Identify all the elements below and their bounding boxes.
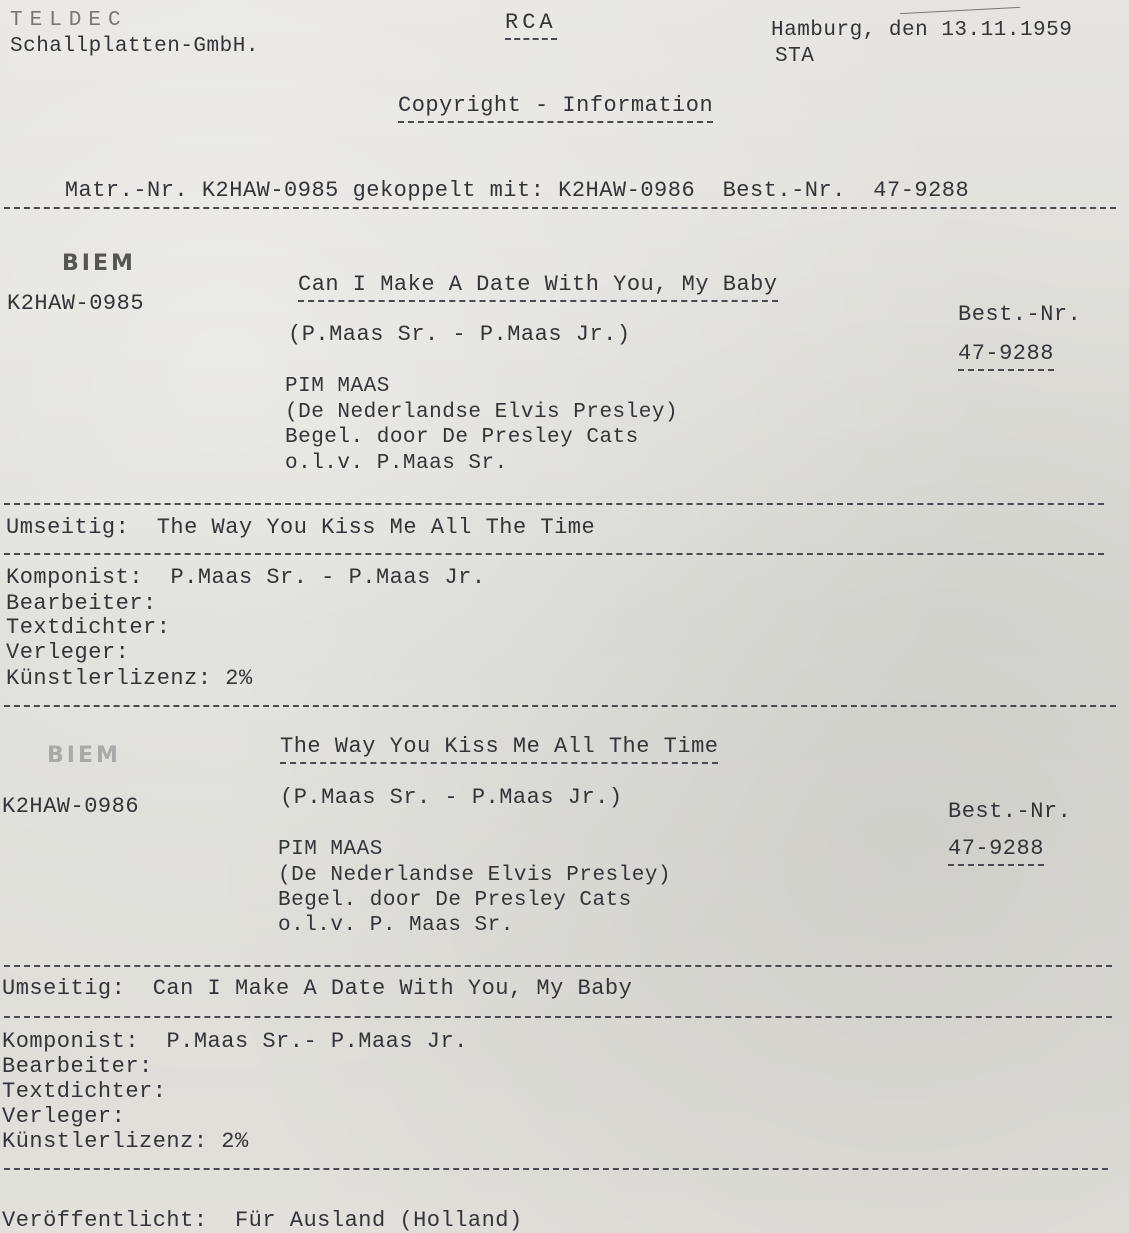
published-label: Veröffentlicht:: [2, 1208, 208, 1233]
coupled-label: gekoppelt mit:: [352, 178, 545, 203]
artist-line: (De Nederlandse Elvis Presley): [278, 864, 672, 887]
label-name: RCA: [505, 12, 557, 40]
flip-label: Umseitig:: [2, 976, 126, 1001]
matrix-line: [10, 158, 969, 224]
signature-mark: [900, 7, 1020, 14]
flip-label: Umseitig:: [6, 515, 130, 540]
arranger-label: Bearbeiter:: [2, 1054, 153, 1079]
divider: [4, 207, 1116, 209]
divider: [4, 705, 1116, 707]
matrix-prefix: Matr.-Nr.: [64, 178, 189, 203]
song-authors: (P.Maas Sr. - P.Maas Jr.): [280, 785, 623, 810]
license-value: 2%: [221, 1129, 249, 1154]
document-title: Copyright - Information: [398, 95, 713, 123]
license-row: [2, 1131, 249, 1153]
divider: [4, 553, 1104, 555]
artist-line: o.l.v. P.Maas Sr.: [285, 452, 508, 475]
composer-label: Komponist:: [2, 1029, 140, 1054]
license-label: Künstlerlizenz:: [2, 1129, 208, 1154]
place-date: Hamburg, den 13.11.1959: [771, 19, 1073, 42]
entry-matrix: K2HAW-0985: [7, 291, 145, 316]
artist-line: o.l.v. P. Maas Sr.: [278, 914, 514, 937]
arranger-label: Bearbeiter:: [6, 591, 157, 616]
flip-title: The Way You Kiss Me All The Time: [156, 515, 596, 540]
song-title: Can I Make A Date With You, My Baby: [298, 274, 778, 302]
best-number: 47-9288: [873, 178, 970, 203]
entry-best-number: 47-9288: [948, 838, 1044, 866]
flip-side: [6, 517, 595, 539]
lyricist-label: Textdichter:: [2, 1079, 167, 1104]
artist-line: (De Nederlandse Elvis Presley): [285, 401, 679, 424]
license-row: [6, 668, 253, 690]
song-title: The Way You Kiss Me All The Time: [280, 736, 718, 764]
best-label: Best.-Nr.: [722, 178, 846, 203]
entry-best-number: 47-9288: [958, 343, 1054, 371]
publisher-label: Verleger:: [6, 640, 130, 665]
biem-stamp: BIEM: [47, 743, 121, 768]
published-value: Für Ausland (Holland): [234, 1208, 523, 1233]
matrix-main: K2HAW-0985: [201, 178, 339, 203]
license-value: 2%: [225, 666, 253, 691]
divider: [4, 1168, 1108, 1170]
company-name: TELDEC: [10, 9, 128, 32]
artist-line: PIM MAAS: [278, 838, 383, 861]
divider: [4, 965, 1112, 967]
artist-line: Begel. door De Presley Cats: [278, 889, 632, 912]
reference: STA: [775, 45, 815, 68]
flip-title: Can I Make A Date With You, My Baby: [152, 976, 633, 1001]
entry-matrix: K2HAW-0986: [2, 794, 140, 819]
divider: [4, 1016, 1112, 1018]
composer-value: P.Maas Sr.- P.Maas Jr.: [166, 1029, 468, 1054]
lyricist-label: Textdichter:: [6, 615, 171, 640]
divider: [4, 503, 1104, 505]
entry-best-label: Best.-Nr.: [948, 799, 1072, 824]
composer-label: Komponist:: [6, 565, 144, 590]
entry-best-label: Best.-Nr.: [958, 302, 1082, 327]
song-authors: (P.Maas Sr. - P.Maas Jr.): [288, 322, 631, 347]
composer-row: [6, 567, 486, 589]
company-subtitle: Schallplatten-GmbH.: [10, 35, 259, 58]
artist-line: Begel. door De Presley Cats: [285, 426, 639, 449]
license-label: Künstlerlizenz:: [6, 666, 212, 691]
composer-value: P.Maas Sr. - P.Maas Jr.: [170, 565, 486, 590]
publisher-label: Verleger:: [2, 1104, 126, 1129]
published-row: [2, 1210, 523, 1232]
artist-line: PIM MAAS: [285, 375, 390, 398]
flip-side: [2, 978, 632, 1000]
biem-stamp: BIEM: [62, 251, 136, 276]
coupled-matrix: K2HAW-0986: [558, 178, 696, 203]
composer-row: [2, 1031, 468, 1053]
